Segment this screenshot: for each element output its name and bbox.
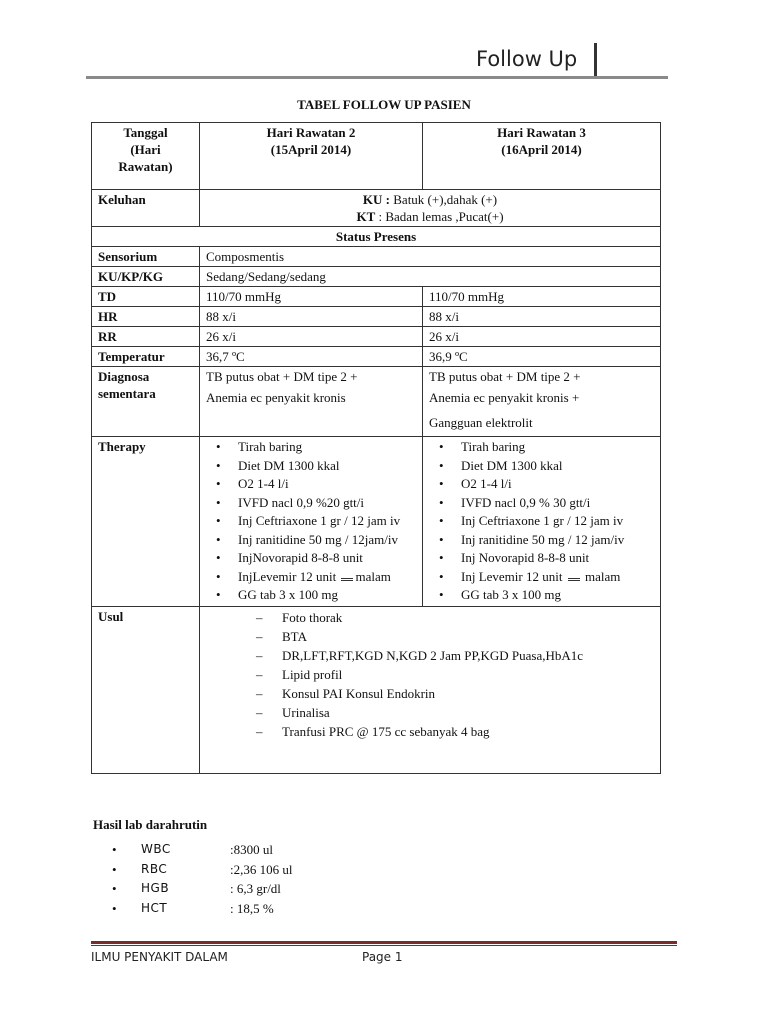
- list-item: • Diet DM 1300 kkal: [238, 457, 416, 476]
- lab-name: WBC: [141, 842, 171, 856]
- list-item: • GG tab 3 x 100 mg: [238, 586, 416, 605]
- keluhan-label: Keluhan: [92, 190, 200, 227]
- day3-header: [423, 123, 661, 190]
- rr-day3: 26 x/i: [423, 327, 661, 347]
- header-title: Follow Up: [476, 47, 578, 71]
- diagnosa-day3-line: Gangguan elektrolit: [429, 415, 533, 430]
- lab-value: : 6,3 gr/dl: [230, 881, 281, 896]
- list-item: • IVFD nacl 0,9 %20 gtt/i: [238, 494, 416, 513]
- kt-label: KT: [356, 209, 376, 224]
- bullet-icon: •: [112, 881, 117, 896]
- day3-title: Hari Rawatan 3: [497, 125, 586, 140]
- list-item: – Foto thorak: [282, 608, 654, 627]
- usul-label: Usul: [92, 606, 200, 773]
- keluhan-value: [200, 190, 661, 227]
- list-item: • Inj Ceftriaxone 1 gr / 12 jam iv: [238, 512, 416, 531]
- ku-label: KU :: [362, 192, 390, 207]
- td-day3: 110/70 mmHg: [423, 287, 661, 307]
- hr-day2: 88 x/i: [200, 307, 423, 327]
- lab-value: : 18,5 %: [230, 900, 274, 916]
- levemir-text: InjLevemir 12 unit: [238, 568, 337, 584]
- sensorium-label: Sensorium: [92, 247, 200, 267]
- list-item: – DR,LFT,RFT,KGD N,KGD 2 Jam PP,KGD Puasa,HbA1c: [282, 646, 654, 665]
- bullet-icon: •: [112, 842, 117, 857]
- list-item: • Tirah baring: [461, 438, 654, 457]
- diagnosa-day2-line: Anemia ec penyakit kronis: [206, 390, 346, 405]
- td-label: TD: [92, 287, 200, 307]
- levemir-suffix: malam: [355, 568, 391, 584]
- lab-value: :8300 ul: [230, 842, 273, 857]
- list-item: • Tirah baring: [238, 438, 416, 457]
- document-title: TABEL FOLLOW UP PASIEN: [297, 97, 471, 112]
- usul-value: [200, 606, 661, 773]
- lab-value: :2,36 106 ul: [230, 861, 293, 877]
- lab-title: Hasil lab darahrutin: [93, 817, 208, 832]
- list-item: • O2 1-4 l/i: [461, 475, 654, 494]
- list-item: • Diet DM 1300 kkal: [461, 457, 654, 476]
- day2-header: [200, 123, 423, 190]
- kukpkg-value: Sedang/Sedang/sedang: [200, 267, 661, 287]
- temperatur-day2: 36,7 ºC: [200, 347, 423, 367]
- status-presens-header: Status Presens: [92, 227, 661, 247]
- day3-date: (16April 2014): [501, 142, 582, 157]
- bullet-icon: •: [112, 900, 117, 916]
- td-day2: 110/70 mmHg: [200, 287, 423, 307]
- diagnosa-day3-line: TB putus obat + DM tipe 2 +: [429, 369, 581, 384]
- kt-value: : Badan lemas ,Pucat(+): [375, 209, 504, 224]
- therapy-day2: [200, 437, 423, 607]
- diagnosa-day2-line: TB putus obat + DM tipe 2 +: [206, 369, 358, 384]
- rr-label: RR: [92, 327, 200, 347]
- footer-rule-thin: [91, 945, 677, 946]
- list-item: • GG tab 3 x 100 mg: [461, 586, 654, 605]
- temperatur-day3: 36,9 ºC: [423, 347, 661, 367]
- kukpkg-label: KU/KP/KG: [92, 267, 200, 287]
- list-item: – BTA: [282, 627, 654, 646]
- rr-day2: 26 x/i: [200, 327, 423, 347]
- diagnosa-day3-line: Anemia ec penyakit kronis +: [429, 390, 580, 405]
- list-item: • IVFD nacl 0,9 % 30 gtt/i: [461, 494, 654, 513]
- list-item: – Lipid profil: [282, 665, 654, 684]
- tanggal-header: Tanggal (Hari Rawatan): [92, 123, 200, 190]
- list-item: – Urinalisa: [282, 703, 654, 722]
- ku-value: Batuk (+),dahak (+): [390, 192, 498, 207]
- day2-date: (15April 2014): [270, 142, 352, 157]
- lab-name: HCT: [141, 900, 168, 915]
- page-number: Page 1: [362, 950, 403, 964]
- placeholder-mark: [341, 575, 353, 581]
- levemir-suffix: malam: [584, 568, 621, 584]
- diagnosa-day2: [200, 367, 423, 437]
- header-bar: [594, 43, 597, 78]
- follow-up-table: [91, 122, 661, 774]
- list-item: • O2 1-4 l/i: [238, 475, 416, 494]
- therapy-label: Therapy: [92, 437, 200, 607]
- list-item: – Konsul PAI Konsul Endokrin: [282, 684, 654, 703]
- list-item: • Inj ranitidine 50 mg / 12jam/iv: [238, 531, 416, 550]
- list-item: – Tranfusi PRC @ 175 cc sebanyak 4 bag: [282, 722, 654, 741]
- list-item: [461, 568, 654, 587]
- sensorium-value: Composmentis: [200, 247, 661, 267]
- list-item: • Inj ranitidine 50 mg / 12 jam/iv: [461, 531, 654, 550]
- diagnosa-day3: [423, 367, 661, 437]
- hr-day3: 88 x/i: [423, 307, 661, 327]
- list-item: • Inj Novorapid 8-8-8 unit: [461, 549, 654, 568]
- hr-label: HR: [92, 307, 200, 327]
- diagnosa-label: Diagnosa sementara: [92, 367, 200, 437]
- temperatur-label: Temperatur: [92, 347, 200, 367]
- list-item: [238, 568, 416, 587]
- footer-rule: [91, 941, 677, 944]
- bullet-icon: •: [112, 861, 117, 877]
- list-item: • Inj Ceftriaxone 1 gr / 12 jam iv: [461, 512, 654, 531]
- lab-name: RBC: [141, 861, 168, 876]
- header-rule: [86, 76, 668, 79]
- therapy-day3: [423, 437, 661, 607]
- levemir-text: Inj Levemir 12 unit: [461, 568, 563, 584]
- day2-title: Hari Rawatan 2: [266, 125, 356, 140]
- list-item: • InjNovorapid 8-8-8 unit: [238, 549, 416, 568]
- placeholder-mark: [568, 575, 580, 581]
- lab-name: HGB: [141, 881, 170, 895]
- footer-left-text: ILMU PENYAKIT DALAM: [91, 950, 228, 964]
